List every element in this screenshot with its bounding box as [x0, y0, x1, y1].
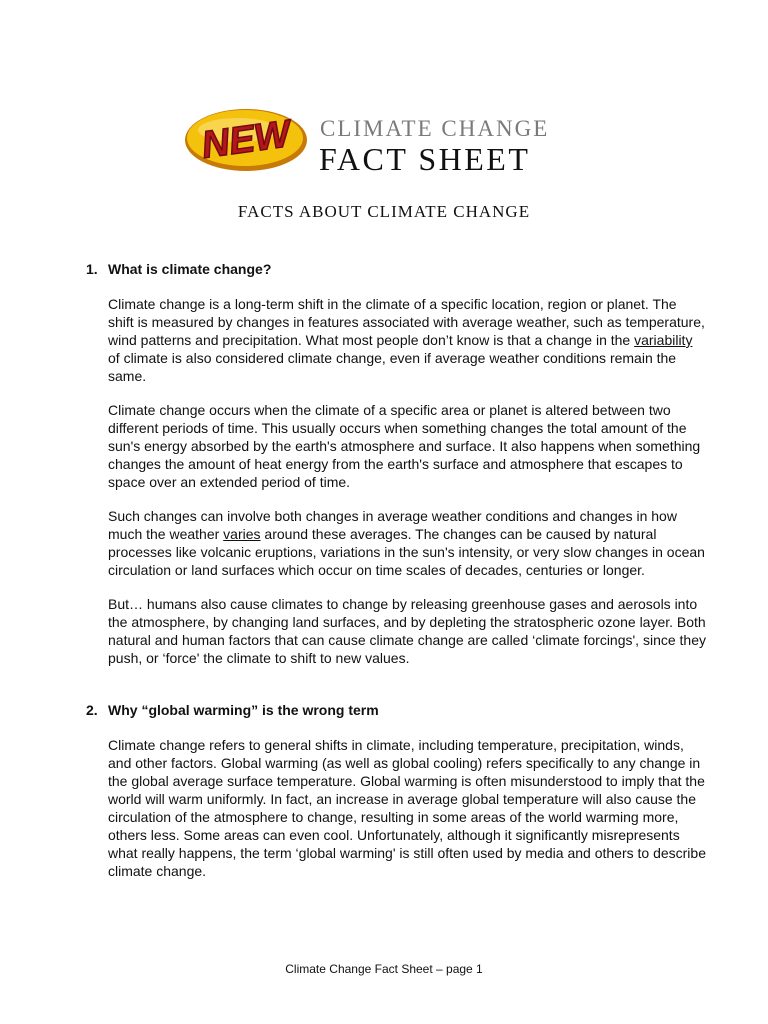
paragraph: Climate change occurs when the climate of a specific area or planet is altered between two different periods of time. This usually occurs when something changes the total amount of the sun's energy absorbed by the earth's atmosphere and surface. It also happens when something changes the amount of heat energy from the earth's surface and atmosphere that escapes to space over an extended period of time.: [108, 402, 701, 490]
paragraph: But… humans also cause climates to change by releasing greenhouse gases and aerosols into the atmosphere, by changing land surfaces, and by depleting the stratospheric ozone layer. Both natural and human factors that can cause climate change are called ‘climate forcings', since they push, or ‘force' the climate to shift to new values.: [108, 596, 706, 666]
section-heading: [86, 260, 706, 278]
new-badge-logo: [182, 100, 312, 176]
paragraph: Climate change is a long-term shift in the climate of a specific location, region or planet. The shift is measured by changes in features associated with average weather, such as temperature, wind patterns and precipitation. What most people don’t know is that a change in the variability of climate is also considered climate change, even if average weather conditions remain the same.: [108, 296, 705, 384]
paragraph: Climate change refers to general shifts in climate, including temperature, precipitation, winds, and other factors. Global warming (as well as global cooling) refers specifically to any change in the global average surface temperature. Global warming is often misunderstood to imply that the world will warm uniformly. In fact, an increase in average global temperature will also cause the circulation of the atmosphere to change, resulting in some areas of the world warming more, others less. Some areas can even cool. Unfortunately, although it significantly misrepresents what really happens, the term ‘global warming' is still often used by media and others to describe climate change.: [108, 737, 706, 879]
page-footer: Climate Change Fact Sheet – page 1: [285, 962, 483, 976]
section-title: Why “global warming” is the wrong term: [108, 702, 379, 718]
section-heading: [86, 701, 706, 719]
underlined-term: varies: [223, 526, 261, 542]
document-body: [86, 260, 706, 880]
section-title: What is climate change?: [108, 261, 272, 277]
section-number: 1.: [86, 261, 98, 277]
page-subtitle: FACTS ABOUT CLIMATE CHANGE: [237, 202, 531, 221]
paragraph: Such changes can involve both changes in average weather conditions and changes in how much the weather varies around these averages. The changes can be caused by natural processes like volcanic eruptions, variations in the sun's intensity, or very slow changes in ocean circulation or land surfaces which occur on time scales of decades, centuries or longer.: [108, 508, 705, 578]
header-title-line2: FACT SHEET: [319, 141, 531, 177]
badge-text: NEW: [199, 113, 293, 167]
fact-sheet-header: [182, 100, 602, 190]
underlined-term: variability: [634, 332, 693, 348]
section-number: 2.: [86, 702, 98, 718]
header-title-line1: CLIMATE CHANGE: [320, 116, 550, 141]
